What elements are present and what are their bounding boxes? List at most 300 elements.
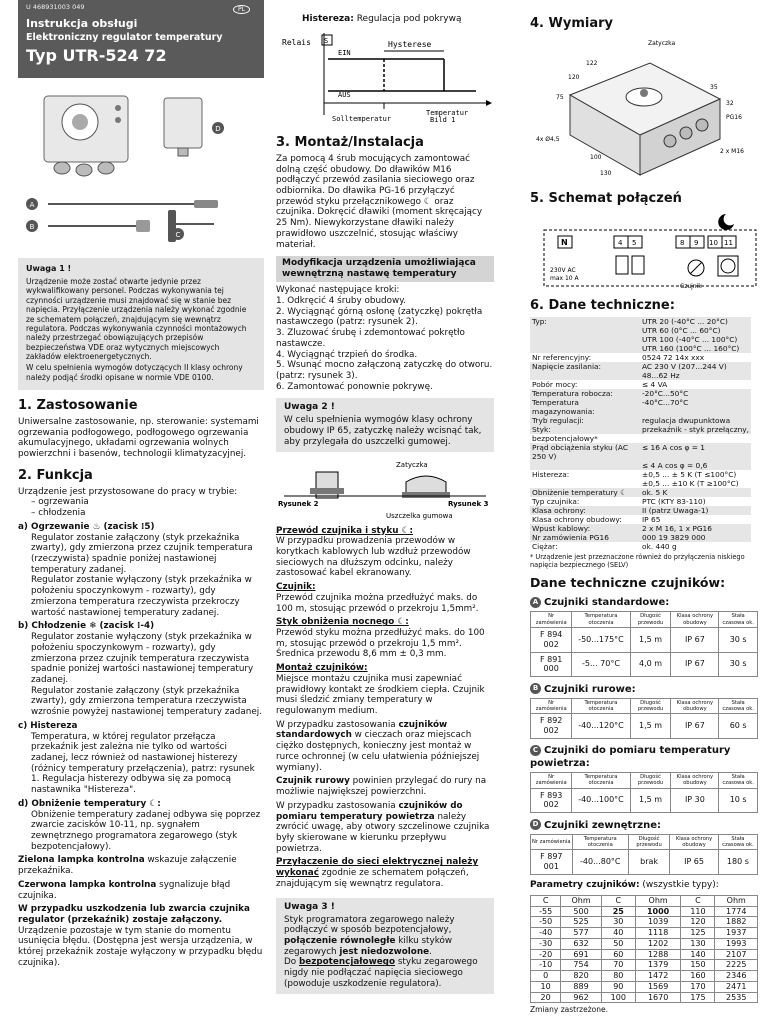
- params-cell: 20: [531, 992, 561, 1003]
- tech-data-key: [530, 461, 640, 470]
- params-cell: 1379: [635, 960, 681, 971]
- soll-label: Solltemperatur: [332, 114, 392, 123]
- heating-text-1: Regulator zostanie załączony (styk przekaźnika zwarty), gdy zmierzona przez czujnik temperatura (rzeczywista) spadnie poniżej nastawionej temperatury zadanej.: [31, 532, 253, 575]
- tech-data-row: [530, 326, 751, 335]
- relais-label: Relais: [282, 37, 311, 47]
- sensor-mount-text: Miejsce montażu czujnika musi zapewniać prawidłowy kontakt ze środkiem ciepła. Czujnik musi śledzić zmiany temperatury w regulowanym medium.: [276, 673, 485, 717]
- tech-data-key: Ciężar:: [532, 542, 558, 552]
- tech-data-key: [530, 335, 640, 344]
- step-item: 6. Zamontować ponownie pokrywę.: [276, 381, 433, 392]
- section-6-title: 6. Dane techniczne:: [530, 297, 675, 313]
- tech-data-value: ≤ 4 VA: [642, 379, 668, 389]
- sensor-letter-icon: B: [530, 683, 541, 694]
- params-cell: 1937: [715, 928, 758, 939]
- sensor-table-header: Nr zamówienia: [531, 698, 572, 714]
- tech-data-row: [530, 335, 751, 344]
- setback-text: Obniżenie temperatury zadanej odbywa się poprzez zwarcie zacisków 10-11, np. sygnałem zewnętrznego programatora zegarowego (styk bezpotencjałowy).: [31, 809, 261, 852]
- uszczelka-label: Uszczelka gumowa: [386, 511, 453, 520]
- tech-data-value: ok. 5 K: [640, 488, 751, 497]
- czujnik-label: Czujnik: [680, 282, 702, 290]
- ein-label: EIN: [338, 48, 351, 57]
- temperatur-label: Temperatur: [426, 108, 469, 117]
- label-d: D: [215, 125, 221, 133]
- sensor-letter-icon: C: [530, 745, 541, 756]
- params-cell: 140: [681, 949, 715, 960]
- wires-text: W przypadku prowadzenia przewodów w korytkach kablowych lub wzdłuż przewodów sieciowych na dłuższym odcinku, należy zastosować kabel ekranowany.: [276, 536, 471, 579]
- voltage-label: 230V AC: [550, 266, 576, 274]
- sensor-table-cell: -40...120°C: [572, 714, 630, 739]
- tech-data-value: przekaźnik - styk przełączny,: [642, 424, 749, 434]
- tech-data-key: Temperatura magazynowania:: [530, 398, 640, 416]
- params-cell: 1202: [635, 938, 681, 949]
- tech-data-row: [530, 479, 751, 488]
- tech-data-value: IP 65: [642, 515, 661, 525]
- params-cell: 160: [681, 971, 715, 982]
- params-cell: 1472: [635, 971, 681, 982]
- night-contact-heading: Styk obniżenia nocnego ☾:: [276, 617, 409, 628]
- params-cell: 889: [561, 981, 602, 992]
- params-cell: 1118: [635, 928, 681, 939]
- tech-data-key: [530, 479, 640, 488]
- params-cell: 1569: [635, 981, 681, 992]
- params-header: Ohm: [715, 895, 758, 906]
- sensor-table-cell: IP 30: [671, 788, 719, 813]
- params-cell: -10: [531, 960, 561, 971]
- warning-1-text: Urządzenie może zostać otwarte jedynie przez wykwalifikowany personel. Podczas wykonywania tej czynności urządzenie musi znajdować się w stanie bez napięcia. Przyłączenie urządzenia należy wykonać zgodnie ze schematem połączeń, znajdującym się wewnątrz regulatora. Podczas wykonywania czynności montażowych należy przestrzegać obowiązujących przepisów bezpieczeństwa VDE oraz wytycznych miejscowych zakładów elektroenergetycznych.: [26, 277, 247, 361]
- sensor-table-header: Temperatura otoczenia: [572, 612, 630, 628]
- params-cell: 60: [601, 949, 635, 960]
- hysteresis-text: Temperatura, w której regulator przełącza przekaźnik jest zależna nie tylko od wartości zadanej, lecz również od nastawionej histerezy (różnicy temperatury przełączenia), patrz: rysunek 1. Regulacja histerezy odbywa się za pomocą nastawnika "Histereza".: [31, 731, 255, 796]
- aus-label: AUS: [338, 90, 351, 99]
- dim-130: 130: [600, 169, 612, 177]
- sensor-heading: Czujnik:: [276, 582, 316, 593]
- sensor-mount-heading: Montaż czujników:: [276, 663, 368, 674]
- params-header: Ohm: [635, 895, 681, 906]
- table-row: [531, 981, 758, 992]
- tech-data-row: [530, 470, 751, 479]
- params-cell: 30: [601, 917, 635, 928]
- tech-data-row: [530, 497, 751, 506]
- tech-data-value: -20°C...50°C: [640, 389, 751, 398]
- doc-code: U 468931003 049: [26, 3, 85, 11]
- tech-data-value: ≤ 4 A cos φ = 0,6: [640, 461, 751, 470]
- params-cell: 1000: [635, 906, 681, 917]
- sensor-groups: [530, 597, 758, 875]
- sensor-table-cell: IP 67: [671, 628, 719, 653]
- sensor-table-header: Długość przewodu: [628, 834, 669, 850]
- params-cell: 2107: [715, 949, 758, 960]
- sensor-table-header: Klasa ochrony obudowy: [670, 834, 719, 850]
- params-cell: 500: [561, 906, 602, 917]
- tech-data-row: [530, 353, 751, 362]
- terminal-8: 8: [680, 238, 685, 247]
- params-cell: -20: [531, 949, 561, 960]
- params-cell: 1039: [635, 917, 681, 928]
- wires-heading: Przewód czujnika i styku ☾:: [276, 525, 413, 536]
- sensor-table-header: Temperatura otoczenia: [572, 772, 630, 788]
- dim-35: 35: [710, 83, 718, 91]
- section-2-title: 2. Funkcja: [18, 467, 93, 483]
- section-1-text: Uniwersalne zastosowanie, np. sterowanie: systemami ogrzewania podłogowego, podłogowego ogrzewania akumulacyjnego, układami ogrzewania wolnych powierzchni i basenów, technologii klimatyzacyjnej.: [18, 416, 259, 460]
- mode-cooling: – chłodzenia: [31, 508, 86, 519]
- params-cell: 50: [601, 938, 635, 949]
- sensor-table-cell: -40...100°C: [572, 788, 630, 813]
- dim-75: 75: [556, 93, 564, 101]
- tech-data-row: [530, 461, 751, 470]
- warning-2: [276, 398, 494, 451]
- params-cell: 170: [681, 981, 715, 992]
- tech-data-key: Histereza:: [532, 470, 570, 480]
- sensor-fault-text: W przypadku uszkodzenia lub zwarcia czujnika regulator (przekaźnik) zostaje załączony. Urządzenie pozostaje w tym stanie do momentu usunięcia błędu. (Dostępna jest wersja urządzenia, w której przekaźnik zostaje wyłączony w przypadku błędu czujnika).: [18, 904, 263, 968]
- sensor-group-name: Czujniki zewnętrzne:: [544, 819, 661, 831]
- params-cell: 691: [561, 949, 602, 960]
- sensor-table-header: Nr zamówienia: [531, 612, 572, 628]
- sensor-text: Przewód czujnika można przedłużyć maks. do 100 m, stosując przewód o przekroju 1,5mm².: [276, 592, 479, 614]
- sensor-table-cell: 180 s: [718, 850, 757, 875]
- setback-heading: d) Obniżenie temperatury ☾:: [18, 798, 161, 809]
- terminal-11: 11: [724, 238, 733, 247]
- mains-connection-text: Przyłączenie do sieci elektrycznej należy wykonać zgodnie ze schematem połączeń, znajdującym się wewnątrz regulatora.: [276, 857, 479, 889]
- night-contact-text: Przewód styku można przedłużyć maks. do 100 m, stosując przewód o przekroju 1,5 mm². Średnica przewodu 8,6 mm ± 0,3 mm.: [276, 628, 485, 660]
- params-cell: 175: [681, 992, 715, 1003]
- tech-data-key: Tryb regulacji:: [530, 416, 640, 425]
- sensor-letter-icon: A: [530, 597, 541, 608]
- dim-122: 122: [586, 59, 598, 67]
- function-intro: Urządzenie jest przystosowane do pracy w trybie:: [18, 486, 238, 497]
- sensor-table-header: Długość przewodu: [630, 612, 671, 628]
- params-header: C: [531, 895, 561, 906]
- current-label: max 10 A: [550, 274, 579, 282]
- tech-data-value: ±0,5 ... ±10 K (T ≥100°C): [642, 479, 739, 489]
- sensor-group-name: Czujniki do pomiaru temperatury powietrza:: [530, 745, 731, 769]
- heating-text-2: Regulator zostanie wyłączony (styk przekaźnika w położeniu spoczynkowym - rozwarty), gdy zmierzona temperatura rzeczywista przekroczy wartość nastawionej temperatury zadanej.: [31, 575, 252, 618]
- doc-title: Instrukcja obsługi: [26, 16, 138, 30]
- tech-data-value: II (patrz Uwaga-1): [640, 506, 751, 515]
- wiring-diagram: [530, 210, 758, 294]
- sensor-table-cell: 60 s: [719, 714, 758, 739]
- tech-data-key: Napięcie zasilania:: [530, 362, 640, 371]
- params-cell: 80: [601, 971, 635, 982]
- terminal-10: 10: [709, 238, 718, 247]
- tech-data-row: [530, 524, 751, 533]
- sensor-table-header: Długość przewodu: [630, 698, 671, 714]
- dim-32: 32: [726, 99, 734, 107]
- changes-reserved: Zmiany zastrzeżone.: [530, 1005, 608, 1015]
- tech-data-row: [530, 533, 751, 542]
- sensor-table-cell: -40...80°C: [572, 850, 628, 875]
- tech-data-key: [530, 344, 640, 353]
- warning-3-text: Styk programatora zegarowego należy podłączyć w sposób bezpotencjałowy, połączenie równoległe kilku styków zegarowych jest niedozwolone.: [284, 914, 455, 957]
- tech-data-key: Nr zamówienia PG16: [530, 533, 640, 542]
- sensor-table: [530, 698, 758, 739]
- tech-data-key: bezpotencjałowy*: [532, 433, 598, 443]
- table-row: [531, 992, 758, 1003]
- table-row: [531, 906, 758, 917]
- sensor-table-header: Temperatura otoczenia: [572, 834, 628, 850]
- product-photo: [18, 78, 264, 250]
- params-cell: 1288: [635, 949, 681, 960]
- tech-data-value: 2 x M 16, 1 x PG16: [640, 524, 751, 533]
- sensor-table-header: Nr zamówienia: [531, 772, 572, 788]
- params-cell: 90: [601, 981, 635, 992]
- params-cell: 130: [681, 938, 715, 949]
- tech-data-row: [530, 344, 751, 353]
- tech-data-value: regulacja dwupunktowa: [640, 416, 751, 425]
- hysterese-label: Hysterese: [388, 39, 432, 49]
- sensor-table-cell: brak: [628, 850, 669, 875]
- tech-data-row: [530, 371, 751, 380]
- params-cell: -40: [531, 928, 561, 939]
- tech-data-value: UTR 100 (-40°C ... 100°C): [640, 335, 751, 344]
- tech-data-key: [530, 326, 640, 335]
- params-cell: 110: [681, 906, 715, 917]
- section-3-title: 3. Montaż/Instalacja: [276, 134, 424, 150]
- sensor-table-header: Stała czasowa ok.: [719, 698, 758, 714]
- sensor-table-cell: 4,0 m: [630, 652, 671, 677]
- sensor-table-header: Klasa ochrony obudowy: [671, 698, 719, 714]
- step-item: 3. Zluzować śrubę i zdemontować pokrętło nastawcze.: [276, 328, 465, 349]
- warning-2-title: Uwaga 2 !: [284, 402, 335, 413]
- label-c: C: [175, 231, 181, 239]
- params-cell: 754: [561, 960, 602, 971]
- language-badge: PL: [233, 5, 250, 14]
- table-row: [531, 949, 758, 960]
- params-cell: 10: [531, 981, 561, 992]
- tech-data-key: Obniżenie temperatury ☾: [530, 488, 640, 497]
- column-left: [18, 0, 264, 969]
- sensor-table: [530, 772, 758, 813]
- column-middle: [276, 0, 494, 1000]
- zatyczka-label: Zatyczka: [396, 460, 428, 469]
- params-header: C: [601, 895, 635, 906]
- sensor-table-cell: 1,5 m: [630, 628, 671, 653]
- dim-holes: 4x Ø4,5: [536, 135, 560, 143]
- cooling-text-2: Regulator zostanie załączony (styk przekaźnika zwarty), gdy zmierzona temperatura rzeczywista wzrośnie powyżej nastawionej temperatury zadanej.: [31, 685, 262, 718]
- tech-data-key: Temperatura robocza:: [530, 389, 640, 398]
- tech-data-row: [530, 317, 751, 326]
- table-row: [531, 917, 758, 928]
- sensor-group-title: [530, 597, 758, 610]
- green-lamp-text: Zielona lampka kontrolna wskazuje załączenie przekaźnika.: [18, 855, 237, 877]
- tech-data-row: [530, 443, 751, 461]
- tech-data-value: [640, 434, 751, 443]
- table-row: [531, 788, 758, 813]
- terminal-9: 9: [694, 238, 699, 247]
- params-cell: -55: [531, 906, 561, 917]
- modification-title: Modyfikacja urządzenia umożliwiająca wewnętrzną nastawę temperatury: [276, 256, 494, 282]
- figure-1-caption: Histereza: Regulacja pod pokrywą: [302, 14, 462, 24]
- hysteresis-heading: c) Histereza: [18, 720, 78, 731]
- terminal-5: 5: [632, 238, 637, 247]
- tech-data-value: 0524 72 14x xxx: [642, 352, 705, 362]
- warning-3: [276, 898, 494, 994]
- sensor-letter-icon: D: [530, 819, 541, 830]
- air-sensor-text: W przypadku zastosowania czujników do pomiaru temperatury powietrza należy zwrócić uwagę, aby otwory szczelinowe czujnika były skierowane w kierunku przepływu powietrza.: [276, 800, 490, 854]
- warning-3-title: Uwaga 3 !: [284, 901, 335, 912]
- params-cell: -50: [531, 917, 561, 928]
- sensor-table-header: Długość przewodu: [630, 772, 671, 788]
- table-row: [531, 628, 758, 653]
- column-right: [530, 0, 758, 1015]
- warning-1: [18, 258, 264, 390]
- tech-data-key: Typ czujnika:: [532, 497, 580, 507]
- sensor-table-cell: F 892 002: [531, 714, 572, 739]
- label-b: B: [29, 223, 35, 231]
- sensor-table-header: Klasa ochrony obudowy: [671, 772, 719, 788]
- installation-text: Za pomocą 4 śrub mocujących zamontować dolną część obudowy. Do dławików M16 podłączyć przewód zasilania sieciowego oraz odbiornika. Do dławika PG-16 przyłączyć przewód styku przełącznikowego ☾ oraz czujnika. Dokręcić dławiki (moment skręcający 25 Nm). Niewykorzystane dławiki należy prawidłowo uszczelnić, stosując właściwy materiał.: [276, 153, 483, 250]
- sensor-table-header: Klasa ochrony obudowy: [671, 612, 719, 628]
- params-cell: 1670: [635, 992, 681, 1003]
- dimensions-drawing: [530, 35, 758, 185]
- tech-data-value: 48...62 Hz: [640, 371, 751, 380]
- tech-data-row: [530, 389, 751, 398]
- moon-icon: [718, 214, 734, 230]
- sensor-table-cell: -50...175°C: [572, 628, 630, 653]
- tech-data-key: Klasa ochrony:: [530, 506, 640, 515]
- sensor-table: [530, 611, 758, 677]
- section-4-title: 4. Wymiary: [530, 16, 613, 31]
- step-item: 1. Odkręcić 4 śruby obudowy.: [276, 295, 406, 306]
- step-item: 2. Wyciągnąć górną osłonę (zatyczkę) pokrętła nastawczego (patrz: rysunek 2).: [276, 306, 483, 328]
- terminal-4: 4: [618, 238, 623, 247]
- table-row: [531, 960, 758, 971]
- dim-100: 100: [590, 153, 602, 161]
- steps-list: [276, 296, 494, 392]
- tech-data-value: -40°C...70°C: [640, 398, 751, 416]
- params-cell: 2471: [715, 981, 758, 992]
- sensor-table-cell: 30 s: [719, 652, 758, 677]
- dim-120: 120: [568, 73, 580, 81]
- params-table: [530, 895, 758, 1004]
- sensor-group-title: [530, 745, 758, 770]
- sensor-table-cell: IP 67: [671, 652, 719, 677]
- mode-heating: – ogrzewania: [31, 497, 89, 508]
- tech-data-table: [530, 317, 751, 552]
- params-header: Ohm: [561, 895, 602, 906]
- table-row: [531, 652, 758, 677]
- dim-m16: 2 x M16: [720, 147, 744, 155]
- tech-data-value: PTC (KTY 83-110): [642, 497, 706, 507]
- heating-heading: a) Ogrzewanie ♨ (zacisk ⁞5): [18, 521, 155, 532]
- tech-data-key: Nr referencyjny:: [532, 352, 592, 362]
- tech-data-row: [530, 542, 751, 551]
- tech-data-value: UTR 20 (-40°C ... 20°C): [640, 317, 751, 326]
- tech-data-value: ±0,5 ... ± 5 K (T ≤100°C): [642, 470, 737, 480]
- warning-3-text-2: Do bezpotencjałowego styku zegarowego nigdy nie podłączać napięcia sieciowego (powoduje uszkodzenie regulatora).: [284, 957, 478, 989]
- table-row: [531, 714, 758, 739]
- params-cell: 2535: [715, 992, 758, 1003]
- label-a: A: [29, 201, 35, 209]
- tech-data-row: [530, 488, 751, 497]
- tech-data-key: Styk:: [530, 425, 640, 434]
- tech-data-row: [530, 416, 751, 425]
- sensor-group-name: Czujniki rurowe:: [544, 683, 636, 695]
- table-row: [531, 850, 758, 875]
- params-cell: 632: [561, 938, 602, 949]
- sensor-table-header: Temperatura otoczenia: [572, 698, 630, 714]
- sensor-table-header: Stała czasowa ok.: [719, 772, 758, 788]
- tech-data-key: Klasa ochrony obudowy:: [532, 515, 622, 525]
- params-cell: 40: [601, 928, 635, 939]
- tech-data-value: UTR 60 (0°C ... 60°C): [640, 326, 751, 335]
- rysunek-2-label: Rysunek 2: [278, 499, 319, 508]
- tech-data-value: AC 230 V (207...244 V): [640, 362, 751, 371]
- dim-pg16: PG16: [726, 113, 742, 121]
- sensor-table-header: Nr zamówienia: [531, 834, 573, 850]
- rysunek-3-label: Rysunek 3: [448, 499, 489, 508]
- sensor-table-cell: F 897 001: [531, 850, 573, 875]
- params-cell: 25: [601, 906, 635, 917]
- table-row: [531, 928, 758, 939]
- params-cell: 120: [681, 917, 715, 928]
- warning-2-text: W celu spełnienia wymogów klasy ochrony obudowy IP 65, zatyczkę należy wcisnąć tak, aby przylegała do uszczelki gumowej.: [284, 415, 482, 447]
- params-cell: 1993: [715, 938, 758, 949]
- tech-data-row: [530, 434, 751, 443]
- tech-footnote: * Urządzenie jest przeznaczone również do przyłączenia niskiego napięcia bezpiecznego (SELV): [530, 553, 745, 570]
- params-cell: 0: [531, 971, 561, 982]
- step-item: 5. Wsunąć mocno załączoną zatyczkę do otworu. (patrz: rysunek 3).: [276, 360, 493, 381]
- params-cell: 125: [681, 928, 715, 939]
- params-cell: 962: [561, 992, 602, 1003]
- params-cell: -30: [531, 938, 561, 949]
- warning-1-text-2: W celu spełnienia wymogów dotyczących II klasy ochrony należy podjąć środki opisane w normie VDE 0100.: [26, 363, 243, 382]
- table-row: [531, 938, 758, 949]
- cooling-text-1: Regulator zostanie wyłączony (styk przekaźnika w położeniu spoczynkowym - rozwarty), gdy zmierzona przez czujnik temperatura rzeczywista spadnie poniżej wartości nastawionej temperatury zadanej.: [31, 632, 254, 685]
- sensor-table-cell: 10 s: [719, 788, 758, 813]
- tech-data-row: [530, 362, 751, 371]
- sensor-table-cell: 1,5 m: [630, 714, 671, 739]
- params-cell: 2346: [715, 971, 758, 982]
- red-lamp-text: Czerwona lampka kontrolna sygnalizuje błąd czujnika.: [18, 879, 231, 901]
- tech-data-row: [530, 380, 751, 389]
- sensor-group-name: Czujniki standardowe:: [544, 597, 670, 609]
- sensor-table-cell: 1,5 m: [630, 788, 671, 813]
- sensor-table-header: Stała czasowa ok.: [719, 612, 758, 628]
- tech-data-value: UTR 160 (100°C ... 160°C): [640, 344, 751, 353]
- tech-data-key: Typ:: [530, 317, 640, 326]
- section-5-title: 5. Schemat połączeń: [530, 190, 682, 206]
- terminal-n: N: [561, 237, 568, 247]
- tech-data-key: Prąd obciążenia styku (AC 250 V): [530, 443, 640, 461]
- params-cell: 2225: [715, 960, 758, 971]
- params-cell: 150: [681, 960, 715, 971]
- plug-diagram: [276, 458, 494, 522]
- product-illustration: [18, 78, 264, 250]
- params-title: Parametry czujników: (wszystkie typy):: [530, 879, 719, 890]
- params-cell: 70: [601, 960, 635, 971]
- sensors-title: Dane techniczne czujników:: [530, 575, 726, 591]
- tech-data-key: Pobór mocy:: [532, 379, 578, 389]
- params-header: C: [681, 895, 715, 906]
- s-label: S: [324, 36, 329, 45]
- params-cell: 525: [561, 917, 602, 928]
- sensor-table-cell: IP 67: [671, 714, 719, 739]
- step-item: 4. Wyciągnąć trzpień do środka.: [276, 349, 418, 360]
- hysteresis-diagram: [276, 25, 494, 123]
- sensor-table-cell: F 894 002: [531, 628, 572, 653]
- bild-label: Bild 1: [430, 115, 456, 123]
- doc-type: Typ UTR-524 72: [26, 45, 167, 65]
- params-cell: 100: [601, 992, 635, 1003]
- params-cell: 1774: [715, 906, 758, 917]
- sensor-table-header: Stała czasowa ok.: [718, 834, 757, 850]
- tech-data-value: 000 19 3829 000: [640, 533, 751, 542]
- params-cell: 820: [561, 971, 602, 982]
- sensor-table-cell: IP 65: [670, 850, 719, 875]
- params-cell: 577: [561, 928, 602, 939]
- tech-data-key: [530, 371, 640, 380]
- steps-intro: Wykonać następujące kroki:: [276, 285, 400, 296]
